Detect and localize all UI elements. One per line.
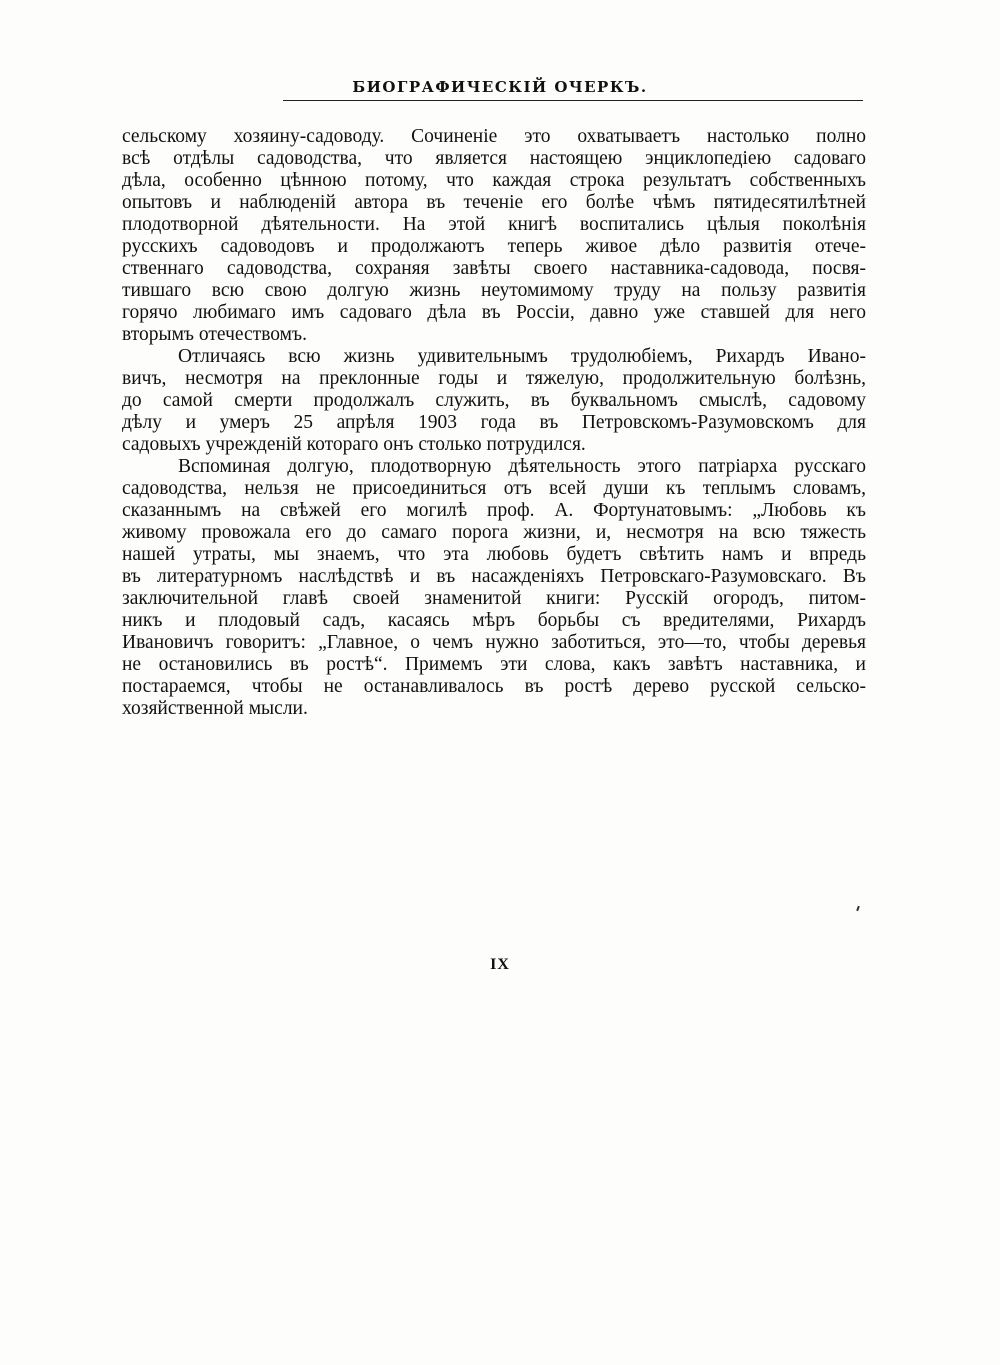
text-line: Отличаясь всю жизнь удивительнымъ трудолюбiемъ, Рихардъ Ивано- [178, 346, 866, 367]
text-line: садоводства, нельзя не присоединиться отъ всей души къ теплымъ словамъ, [122, 478, 866, 499]
text-line: садовыхъ учрежденiй котораго онъ столько потрудился. [122, 434, 586, 455]
page-number: IX [490, 956, 510, 973]
text-line: сельскому хозяину-садоводу. Сочиненiе это охватываетъ настолько полно [122, 126, 866, 147]
text-line: сказаннымъ на свѣжей его могилѣ проф. А. Фортунатовымъ: „Любовь къ [122, 500, 866, 521]
text-line: русскихъ садоводовъ и продолжаютъ теперь живое дѣло развитiя отече- [122, 236, 866, 257]
text-line: хозяйственной мысли. [122, 698, 308, 719]
body-text [122, 126, 866, 720]
paragraph-1 [122, 126, 866, 346]
text-line: вичъ, несмотря на преклонные годы и тяжелую, продолжительную болѣзнь, [122, 368, 866, 389]
paragraph-3 [122, 456, 866, 720]
text-line: постараемся, чтобы не останавливалось въ ростѣ дерево русской сельско- [122, 676, 866, 697]
text-line: въ литературномъ наслѣдствѣ и въ насажденiяхъ Петровскаго-Разумовскаго. Въ [122, 566, 866, 587]
text-line: заключительной главѣ своей знаменитой книги: Русскiй огородъ, питом- [122, 588, 866, 609]
text-line: дѣла, особенно цѣнною потому, что каждая строка результатъ собственныхъ [122, 170, 866, 191]
running-title: БИОГРАФИЧЕСКIЙ ОЧЕРКЪ. [352, 78, 648, 96]
text-line: до самой смерти продолжалъ служить, въ буквальномъ смыслѣ, садовому [122, 390, 866, 411]
text-line: нашей утраты, мы знаемъ, что эта любовь будетъ свѣтить намъ и впредь [122, 544, 866, 565]
text-line: вторымъ отечествомъ. [122, 324, 307, 345]
text-line: всѣ отдѣлы садоводства, что является настоящею энциклопедiею садоваго [122, 148, 866, 169]
print-speck [856, 906, 860, 911]
text-line: не остановились въ ростѣ“. Примемъ эти слова, какъ завѣтъ наставника, и [122, 654, 866, 675]
text-line: Ивановичъ говоритъ: „Главное, о чемъ нужно заботиться, это—то, чтобы деревья [122, 632, 866, 653]
text-line: тившаго всю свою долгую жизнь неутомимому труду на пользу развитiя [122, 280, 866, 301]
text-line: Вспоминая долгую, плодотворную дѣятельность этого патрiарха русскаго [178, 456, 866, 477]
text-line: горячо любимаго имъ садоваго дѣла въ Россiи, давно уже ставшей для него [122, 302, 866, 323]
paragraph-2 [122, 346, 866, 456]
header-rule [283, 100, 863, 101]
text-line: ственнаго садоводства, сохраняя завѣты своего наставника-садовода, посвя- [122, 258, 866, 279]
text-line: никъ и плодовый садъ, касаясь мѣръ борьбы съ вредителями, Рихардъ [122, 610, 866, 631]
text-line: опытовъ и наблюденiй автора въ теченiе его болѣе чѣмъ пятидесятилѣтней [122, 192, 866, 213]
text-line: дѣлу и умеръ 25 апрѣля 1903 года въ Петровскомъ-Разумовскомъ для [122, 412, 866, 433]
text-line: живому провожала его до самаго порога жизни, и, несмотря на всю тяжесть [122, 522, 866, 543]
text-line: плодотворной дѣятельности. На этой книгѣ воспитались цѣлыя поколѣнiя [122, 214, 866, 235]
